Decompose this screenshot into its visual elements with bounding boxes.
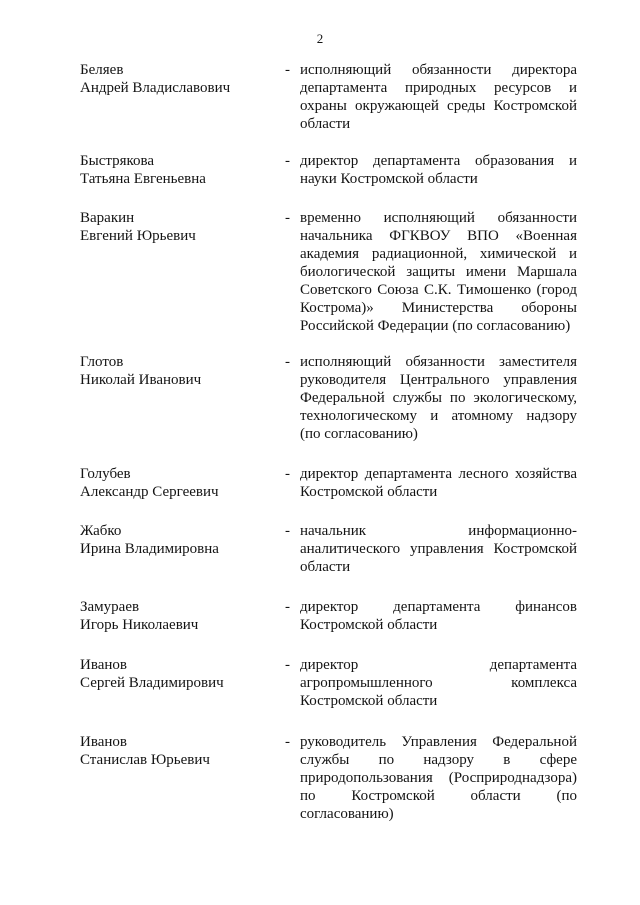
description-line: технологическому и атомному надзору xyxy=(300,408,577,424)
given-names: Сергей Владимирович xyxy=(80,675,224,691)
given-names: Николай Иванович xyxy=(80,372,202,388)
description-line: агропромышленного комплекса xyxy=(300,675,577,691)
person-name xyxy=(80,598,280,634)
dash-separator: - xyxy=(285,599,290,615)
page-number: 2 xyxy=(316,31,324,46)
person-name xyxy=(80,733,280,769)
description-line: Кострома)» Министерства обороны xyxy=(300,300,577,316)
given-names: Ирина Владимировна xyxy=(80,541,219,557)
given-names: Татьяна Евгеньевна xyxy=(80,171,206,187)
description-line: службы по надзору в сфере xyxy=(300,752,577,768)
given-names: Андрей Владиславович xyxy=(80,80,231,96)
dash-separator: - xyxy=(285,734,290,750)
surname: Голубев xyxy=(80,466,131,482)
description-line: начальник информационно- xyxy=(300,523,577,539)
person-name xyxy=(80,152,280,188)
given-names: Станислав Юрьевич xyxy=(80,752,210,768)
description-line: начальника ФГКВОУ ВПО «Военная xyxy=(300,228,577,244)
surname: Иванов xyxy=(80,657,127,673)
description-line: Костромской области xyxy=(300,617,438,633)
person-name xyxy=(80,209,280,245)
description-line: исполняющий обязанности заместителя xyxy=(300,354,577,370)
dash-separator: - xyxy=(285,210,290,226)
dash-separator: - xyxy=(285,657,290,673)
description-line: Российской Федерации (по согласованию) xyxy=(300,318,571,334)
given-names: Евгений Юрьевич xyxy=(80,228,196,244)
position-description xyxy=(300,152,577,188)
position-description xyxy=(300,465,577,501)
position-description xyxy=(300,733,577,823)
description-line: согласованию) xyxy=(300,806,394,822)
dash-separator: - xyxy=(285,62,290,78)
given-names: Александр Сергеевич xyxy=(80,484,219,500)
person-name xyxy=(80,353,280,389)
description-line: Советского Союза С.К. Тимошенко (город xyxy=(300,282,577,298)
person-name xyxy=(80,61,280,97)
given-names: Игорь Николаевич xyxy=(80,617,199,633)
person-name xyxy=(80,656,280,692)
person-name xyxy=(80,465,280,501)
surname: Замураев xyxy=(80,599,140,615)
description-line: руководителя Центрального управления xyxy=(300,372,577,388)
surname: Иванов xyxy=(80,734,127,750)
description-line: Костромской области xyxy=(300,484,438,500)
description-line: биологической защиты имени Маршала xyxy=(300,264,577,280)
description-line: директор департамента xyxy=(300,657,577,673)
person-name xyxy=(80,522,280,558)
description-line: Федеральной службы по экологическому, xyxy=(300,390,577,406)
position-description xyxy=(300,353,577,443)
description-line: охраны окружающей среды Костромской xyxy=(300,98,577,114)
dash-separator: - xyxy=(285,466,290,482)
dash-separator: - xyxy=(285,523,290,539)
surname: Варакин xyxy=(80,210,135,226)
description-line: директор департамента лесного хозяйства xyxy=(300,466,577,482)
position-description xyxy=(300,61,577,133)
description-line: по Костромской области (по xyxy=(300,788,577,804)
description-line: департамента природных ресурсов и xyxy=(300,80,577,96)
dash-separator: - xyxy=(285,354,290,370)
description-line: директор департамента образования и xyxy=(300,153,577,169)
description-line: области xyxy=(300,559,351,575)
position-description xyxy=(300,522,577,576)
description-line: (по согласованию) xyxy=(300,426,418,442)
description-line: Костромской области xyxy=(300,693,438,709)
surname: Быстрякова xyxy=(80,153,155,169)
description-line: природопользования (Росприроднадзора) xyxy=(300,770,577,786)
description-line: аналитического управления Костромской xyxy=(300,541,577,557)
surname: Беляев xyxy=(80,62,124,78)
position-description xyxy=(300,209,577,335)
description-line: академия радиационной, химической и xyxy=(300,246,577,262)
description-line: науки Костромской области xyxy=(300,171,478,187)
dash-separator: - xyxy=(285,153,290,169)
position-description xyxy=(300,656,577,710)
description-line: области xyxy=(300,116,351,132)
surname: Глотов xyxy=(80,354,124,370)
description-line: исполняющий обязанности директора xyxy=(300,62,577,78)
description-line: руководитель Управления Федеральной xyxy=(300,734,577,750)
description-line: временно исполняющий обязанности xyxy=(300,210,577,226)
surname: Жабко xyxy=(80,523,122,539)
description-line: директор департамента финансов xyxy=(300,599,577,615)
position-description xyxy=(300,598,577,634)
